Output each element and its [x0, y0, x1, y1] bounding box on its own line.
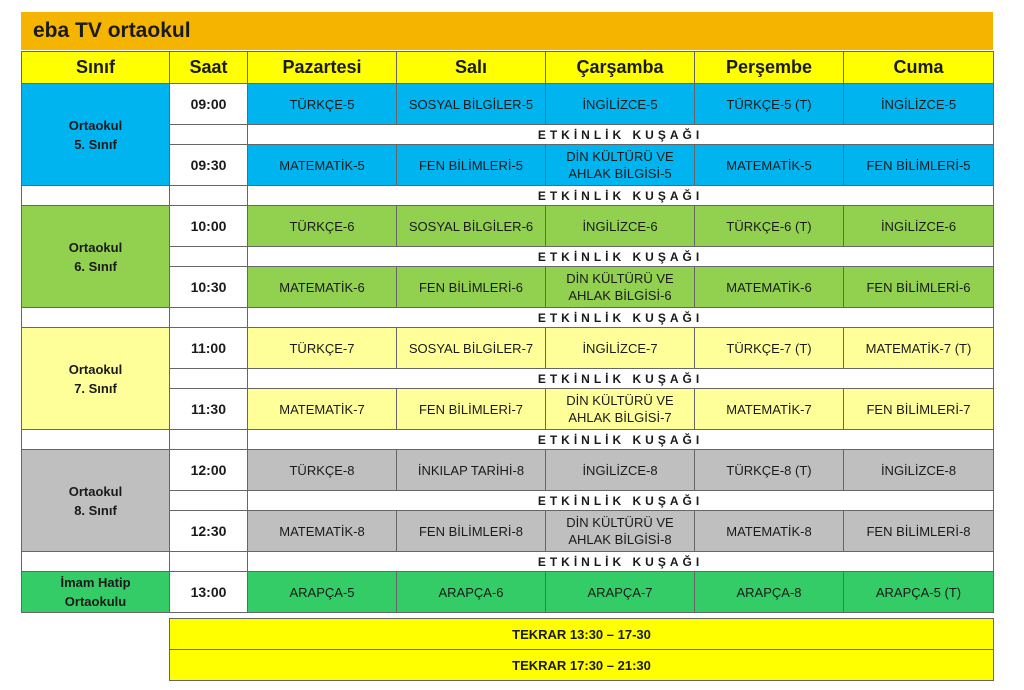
grade-label-line: 6. Sınıf [74, 258, 117, 274]
lesson-cell: SOSYAL BİLGİLER-5 [397, 84, 546, 125]
blank-cell [22, 552, 170, 572]
time-cell: 09:30 [170, 145, 248, 186]
blank-cell [170, 308, 248, 328]
lesson-cell: ARAPÇA-7 [546, 572, 695, 613]
lesson-cell: TÜRKÇE-7 [248, 328, 397, 369]
column-header: Perşembe [695, 52, 844, 84]
blank-cell [170, 247, 248, 267]
page-title: eba TV ortaokul [21, 12, 993, 50]
grade-label-line: İmam Hatip [60, 575, 131, 590]
blank-cell [170, 125, 248, 145]
lesson-cell: ARAPÇA-8 [695, 572, 844, 613]
lesson-cell: İNGİLİZCE-5 [844, 84, 994, 125]
column-header: Cuma [844, 52, 994, 84]
table-row [22, 84, 994, 125]
lesson-cell: MATEMATİK-6 [248, 267, 397, 308]
strip-row [22, 186, 994, 206]
blank-cell [22, 186, 170, 206]
lesson-cell: İNGİLİZCE-8 [844, 450, 994, 491]
spacer [22, 619, 170, 650]
lesson-cell: DİN KÜLTÜRÜ VE AHLAK BİLGİSİ-6 [546, 267, 695, 308]
time-cell: 11:00 [170, 328, 248, 369]
lesson-cell: TÜRKÇE-8 [248, 450, 397, 491]
lesson-cell: MATEMATİK-5 [695, 145, 844, 186]
activity-strip: ETKİNLİK KUŞAĞI [248, 369, 994, 389]
strip-row [22, 430, 994, 450]
activity-strip: ETKİNLİK KUŞAĞI [248, 430, 994, 450]
grade-label [22, 572, 170, 613]
rerun-band: TEKRAR 17:30 – 21:30 [170, 650, 994, 681]
activity-strip: ETKİNLİK KUŞAĞI [248, 247, 994, 267]
activity-strip: ETKİNLİK KUŞAĞI [248, 186, 994, 206]
activity-strip: ETKİNLİK KUŞAĞI [248, 308, 994, 328]
lesson-cell: MATEMATİK-8 [695, 511, 844, 552]
lesson-cell: MATEMATİK-6 [695, 267, 844, 308]
grade-label-line: Ortaokulu [64, 594, 127, 609]
grade-label-line: 8. Sınıf [74, 502, 117, 518]
lesson-cell: TÜRKÇE-5 (T) [695, 84, 844, 125]
grade-label-line: Ortaokul [68, 239, 123, 255]
blank-cell [170, 552, 248, 572]
strip-row [22, 308, 994, 328]
lesson-cell: DİN KÜLTÜRÜ VE AHLAK BİLGİSİ-7 [546, 389, 695, 430]
lesson-cell: MATEMATİK-7 [695, 389, 844, 430]
lesson-cell: FEN BİLİMLERİ-6 [397, 267, 546, 308]
grade-label [22, 450, 170, 552]
lesson-cell: TÜRKÇE-7 (T) [695, 328, 844, 369]
blank-cell [22, 308, 170, 328]
lesson-cell: DİN KÜLTÜRÜ VE AHLAK BİLGİSİ-5 [546, 145, 695, 186]
rerun-row [22, 650, 994, 681]
table-row [22, 206, 994, 247]
column-header: Salı [397, 52, 546, 84]
lesson-cell: İNGİLİZCE-7 [546, 328, 695, 369]
rerun-row [22, 619, 994, 650]
strip-row [22, 552, 994, 572]
table-row [22, 450, 994, 491]
time-cell: 10:00 [170, 206, 248, 247]
blank-cell [170, 430, 248, 450]
lesson-cell: İNGİLİZCE-6 [546, 206, 695, 247]
lesson-cell: MATEMATİK-8 [248, 511, 397, 552]
column-header: Pazartesi [248, 52, 397, 84]
grade-label-line: 7. Sınıf [74, 380, 117, 396]
activity-strip: ETKİNLİK KUŞAĞI [248, 491, 994, 511]
spacer [22, 650, 170, 681]
column-header: Çarşamba [546, 52, 695, 84]
lesson-cell: ARAPÇA-5 [248, 572, 397, 613]
blank-cell [170, 369, 248, 389]
lesson-cell: MATEMATİK-7 (T) [844, 328, 994, 369]
grade-label-line: Ortaokul [68, 483, 123, 499]
lesson-cell: MATEMATİK-5 [248, 145, 397, 186]
blank-cell [170, 186, 248, 206]
lesson-cell: İNGİLİZCE-6 [844, 206, 994, 247]
time-cell: 10:30 [170, 267, 248, 308]
lesson-cell: FEN BİLİMLERİ-6 [844, 267, 994, 308]
activity-strip: ETKİNLİK KUŞAĞI [248, 125, 994, 145]
table-row [22, 572, 994, 613]
column-header: Sınıf [22, 52, 170, 84]
lesson-cell: MATEMATİK-7 [248, 389, 397, 430]
lesson-cell: FEN BİLİMLERİ-7 [844, 389, 994, 430]
lesson-cell: İNGİLİZCE-5 [546, 84, 695, 125]
lesson-cell: FEN BİLİMLERİ-5 [844, 145, 994, 186]
time-cell: 13:00 [170, 572, 248, 613]
column-header: Saat [170, 52, 248, 84]
grade-label [22, 206, 170, 308]
grade-label-line: 5. Sınıf [74, 136, 117, 152]
rerun-band: TEKRAR 13:30 – 17-30 [170, 619, 994, 650]
lesson-cell: ARAPÇA-5 (T) [844, 572, 994, 613]
time-cell: 11:30 [170, 389, 248, 430]
grade-label-line: Ortaokul [68, 361, 123, 377]
grade-label-line: Ortaokul [68, 117, 123, 133]
lesson-cell: TÜRKÇE-8 (T) [695, 450, 844, 491]
lesson-cell: FEN BİLİMLERİ-8 [844, 511, 994, 552]
grade-label [22, 328, 170, 430]
lesson-cell: TÜRKÇE-6 [248, 206, 397, 247]
lesson-cell: DİN KÜLTÜRÜ VE AHLAK BİLGİSİ-8 [546, 511, 695, 552]
time-cell: 09:00 [170, 84, 248, 125]
header-row [22, 52, 994, 84]
time-cell: 12:30 [170, 511, 248, 552]
lesson-cell: FEN BİLİMLERİ-8 [397, 511, 546, 552]
lesson-cell: SOSYAL BİLGİLER-7 [397, 328, 546, 369]
schedule-table [21, 51, 994, 681]
lesson-cell: İNGİLİZCE-8 [546, 450, 695, 491]
lesson-cell: FEN BİLİMLERİ-5 [397, 145, 546, 186]
grade-label [22, 84, 170, 186]
lesson-cell: İNKILAP TARİHİ-8 [397, 450, 546, 491]
lesson-cell: SOSYAL BİLGİLER-6 [397, 206, 546, 247]
blank-cell [22, 430, 170, 450]
lesson-cell: FEN BİLİMLERİ-7 [397, 389, 546, 430]
time-cell: 12:00 [170, 450, 248, 491]
activity-strip: ETKİNLİK KUŞAĞI [248, 552, 994, 572]
lesson-cell: ARAPÇA-6 [397, 572, 546, 613]
blank-cell [170, 491, 248, 511]
table-row [22, 328, 994, 369]
lesson-cell: TÜRKÇE-5 [248, 84, 397, 125]
lesson-cell: TÜRKÇE-6 (T) [695, 206, 844, 247]
